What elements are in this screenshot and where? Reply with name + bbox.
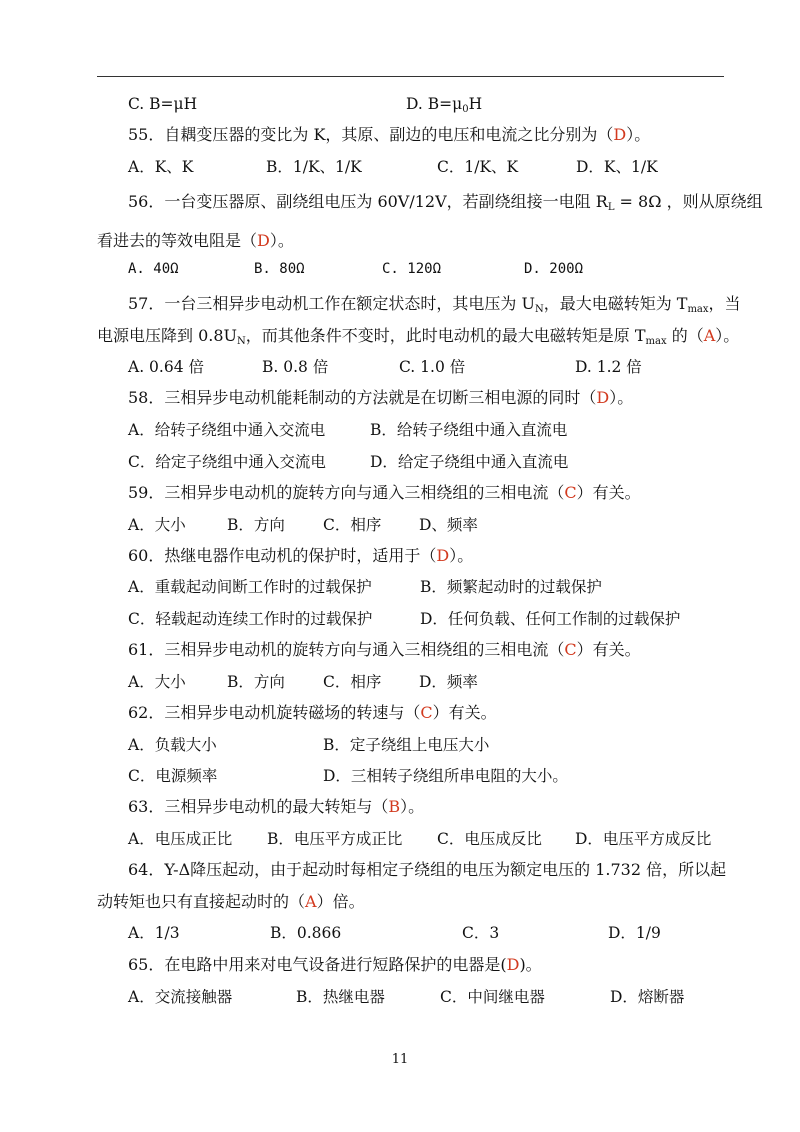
question-63: 63．三相异步电动机的最大转矩与（B）。	[128, 797, 425, 816]
q59-option-d: D、频率	[419, 516, 478, 534]
q55-option-d: D．K、1/K	[576, 158, 658, 176]
q59-option-a: A．大小	[128, 516, 186, 534]
prev-option-c: C. B=μH	[128, 95, 198, 113]
q62-option-d: D．三相转子绕组所串电阻的大小。	[323, 767, 568, 785]
q56-option-d: D. 200Ω	[524, 261, 584, 277]
q57-option-c: C. 1.0 倍	[399, 358, 466, 376]
q64-option-b: B．0.866	[270, 924, 342, 942]
answer-55: D	[613, 125, 627, 144]
q55-option-c: C．1/K、K	[437, 158, 519, 176]
q57-option-b: B. 0.8 倍	[262, 358, 329, 376]
question-55: 55．自耦变压器的变比为 K，其原、副边的电压和电流之比分别为（D）。	[128, 125, 651, 144]
answer-57: A	[703, 326, 716, 345]
answer-63: B	[388, 797, 401, 816]
answer-61: C	[564, 640, 577, 659]
question-65: 65．在电路中用来对电气设备进行短路保护的电器是(D)。	[128, 955, 542, 974]
q60-option-b: B．频繁起动时的过载保护	[420, 578, 602, 596]
q58-option-c: C．给定子绕组中通入交流电	[128, 453, 326, 471]
q58-option-a: A．给转子绕组中通入交流电	[128, 421, 326, 439]
q63-option-a: A．电压成正比	[128, 830, 233, 848]
q62-option-b: B．定子绕组上电压大小	[323, 736, 490, 754]
q55-option-a: A．K、K	[128, 158, 194, 176]
q57-option-d: D. 1.2 倍	[575, 358, 642, 376]
q60-option-a: A．重载起动间断工作时的过载保护	[128, 578, 372, 596]
q59-option-b: B．方向	[227, 516, 285, 534]
q56-option-a: A. 40Ω	[128, 261, 179, 277]
answer-65: D	[506, 955, 520, 974]
question-62: 62．三相异步电动机旋转磁场的转速与（C）有关。	[128, 703, 497, 722]
question-60: 60．热继电器作电动机的保护时，适用于（D）。	[128, 546, 474, 565]
answer-56: D	[257, 231, 270, 250]
header-rule	[97, 76, 724, 77]
question-57-line2: 电源电压降到 $0.8U_N$，而其他条件不变时，此时电动机的最大电磁转矩是原 $T_{max}$ 的（A）。	[97, 326, 740, 347]
answer-62: C	[420, 703, 433, 722]
q64-option-c: C．3	[462, 924, 500, 942]
q61-option-c: C．相序	[323, 673, 382, 691]
q63-option-b: B．电压平方成正比	[267, 830, 403, 848]
q64-option-d: D．1/9	[608, 924, 661, 942]
q63-option-c: C．电压成反比	[437, 830, 542, 848]
q65-option-b: B．热继电器	[296, 988, 385, 1006]
q60-option-c: C．轻载起动连续工作时的过载保护	[128, 610, 373, 628]
q55-option-b: B．1/K、1/K	[266, 158, 362, 176]
q63-option-d: D．电压平方成反比	[575, 830, 712, 848]
q57-option-a: A. 0.64 倍	[128, 358, 204, 376]
q64-option-a: A．1/3	[128, 924, 180, 942]
q61-option-a: A．大小	[128, 673, 186, 691]
q58-option-b: B．给转子绕组中通入直流电	[370, 421, 568, 439]
q65-option-a: A．交流接触器	[128, 988, 233, 1006]
answer-64: A	[305, 892, 317, 911]
q61-option-d: D．频率	[419, 673, 478, 691]
answer-59: C	[564, 483, 577, 502]
q65-option-c: C．中间继电器	[440, 988, 545, 1006]
q62-option-c: C．电源频率	[128, 767, 218, 785]
q58-option-d: D．给定子绕组中通入直流电	[370, 453, 569, 471]
question-58: 58．三相异步电动机能耗制动的方法就是在切断三相电源的同时（D）。	[128, 388, 634, 407]
question-61: 61．三相异步电动机的旋转方向与通入三相绕组的三相电流（C）有关。	[128, 640, 641, 659]
q56-option-b: B. 80Ω	[254, 261, 305, 277]
q59-option-c: C．相序	[323, 516, 382, 534]
question-57-line1: 57．一台三相异步电动机工作在额定状态时，其电压为 $U_N$，最大电磁转矩为 $T_{max}$，当	[128, 294, 741, 315]
question-56-line1: 56．一台变压器原、副绕组电压为 60V/12V，若副绕组接一电阻 $R_L = 8\Omega$ ，则从原绕组	[128, 192, 763, 213]
prev-option-d: D. $B=\mu_0H$	[406, 95, 483, 115]
q56-option-c: C. 120Ω	[382, 261, 442, 277]
q65-option-d: D．熔断器	[610, 988, 685, 1006]
page-number: 11	[391, 1052, 409, 1067]
answer-60: D	[436, 546, 450, 565]
question-59: 59．三相异步电动机的旋转方向与通入三相绕组的三相电流（C）有关。	[128, 483, 641, 502]
q61-option-b: B．方向	[227, 673, 285, 691]
answer-58: D	[596, 388, 610, 407]
question-56-line2: 看进去的等效电阻是（D）。	[97, 231, 294, 250]
q62-option-a: A．负载大小	[128, 736, 217, 754]
q60-option-d: D．任何负载、任何工作制的过载保护	[420, 610, 681, 628]
question-64-line2: 动转矩也只有直接起动时的（A）倍。	[97, 892, 365, 911]
question-64-line1: 64．Y-Δ降压起动，由于起动时每相定子绕组的电压为额定电压的 1.732 倍，所以起	[128, 860, 727, 879]
